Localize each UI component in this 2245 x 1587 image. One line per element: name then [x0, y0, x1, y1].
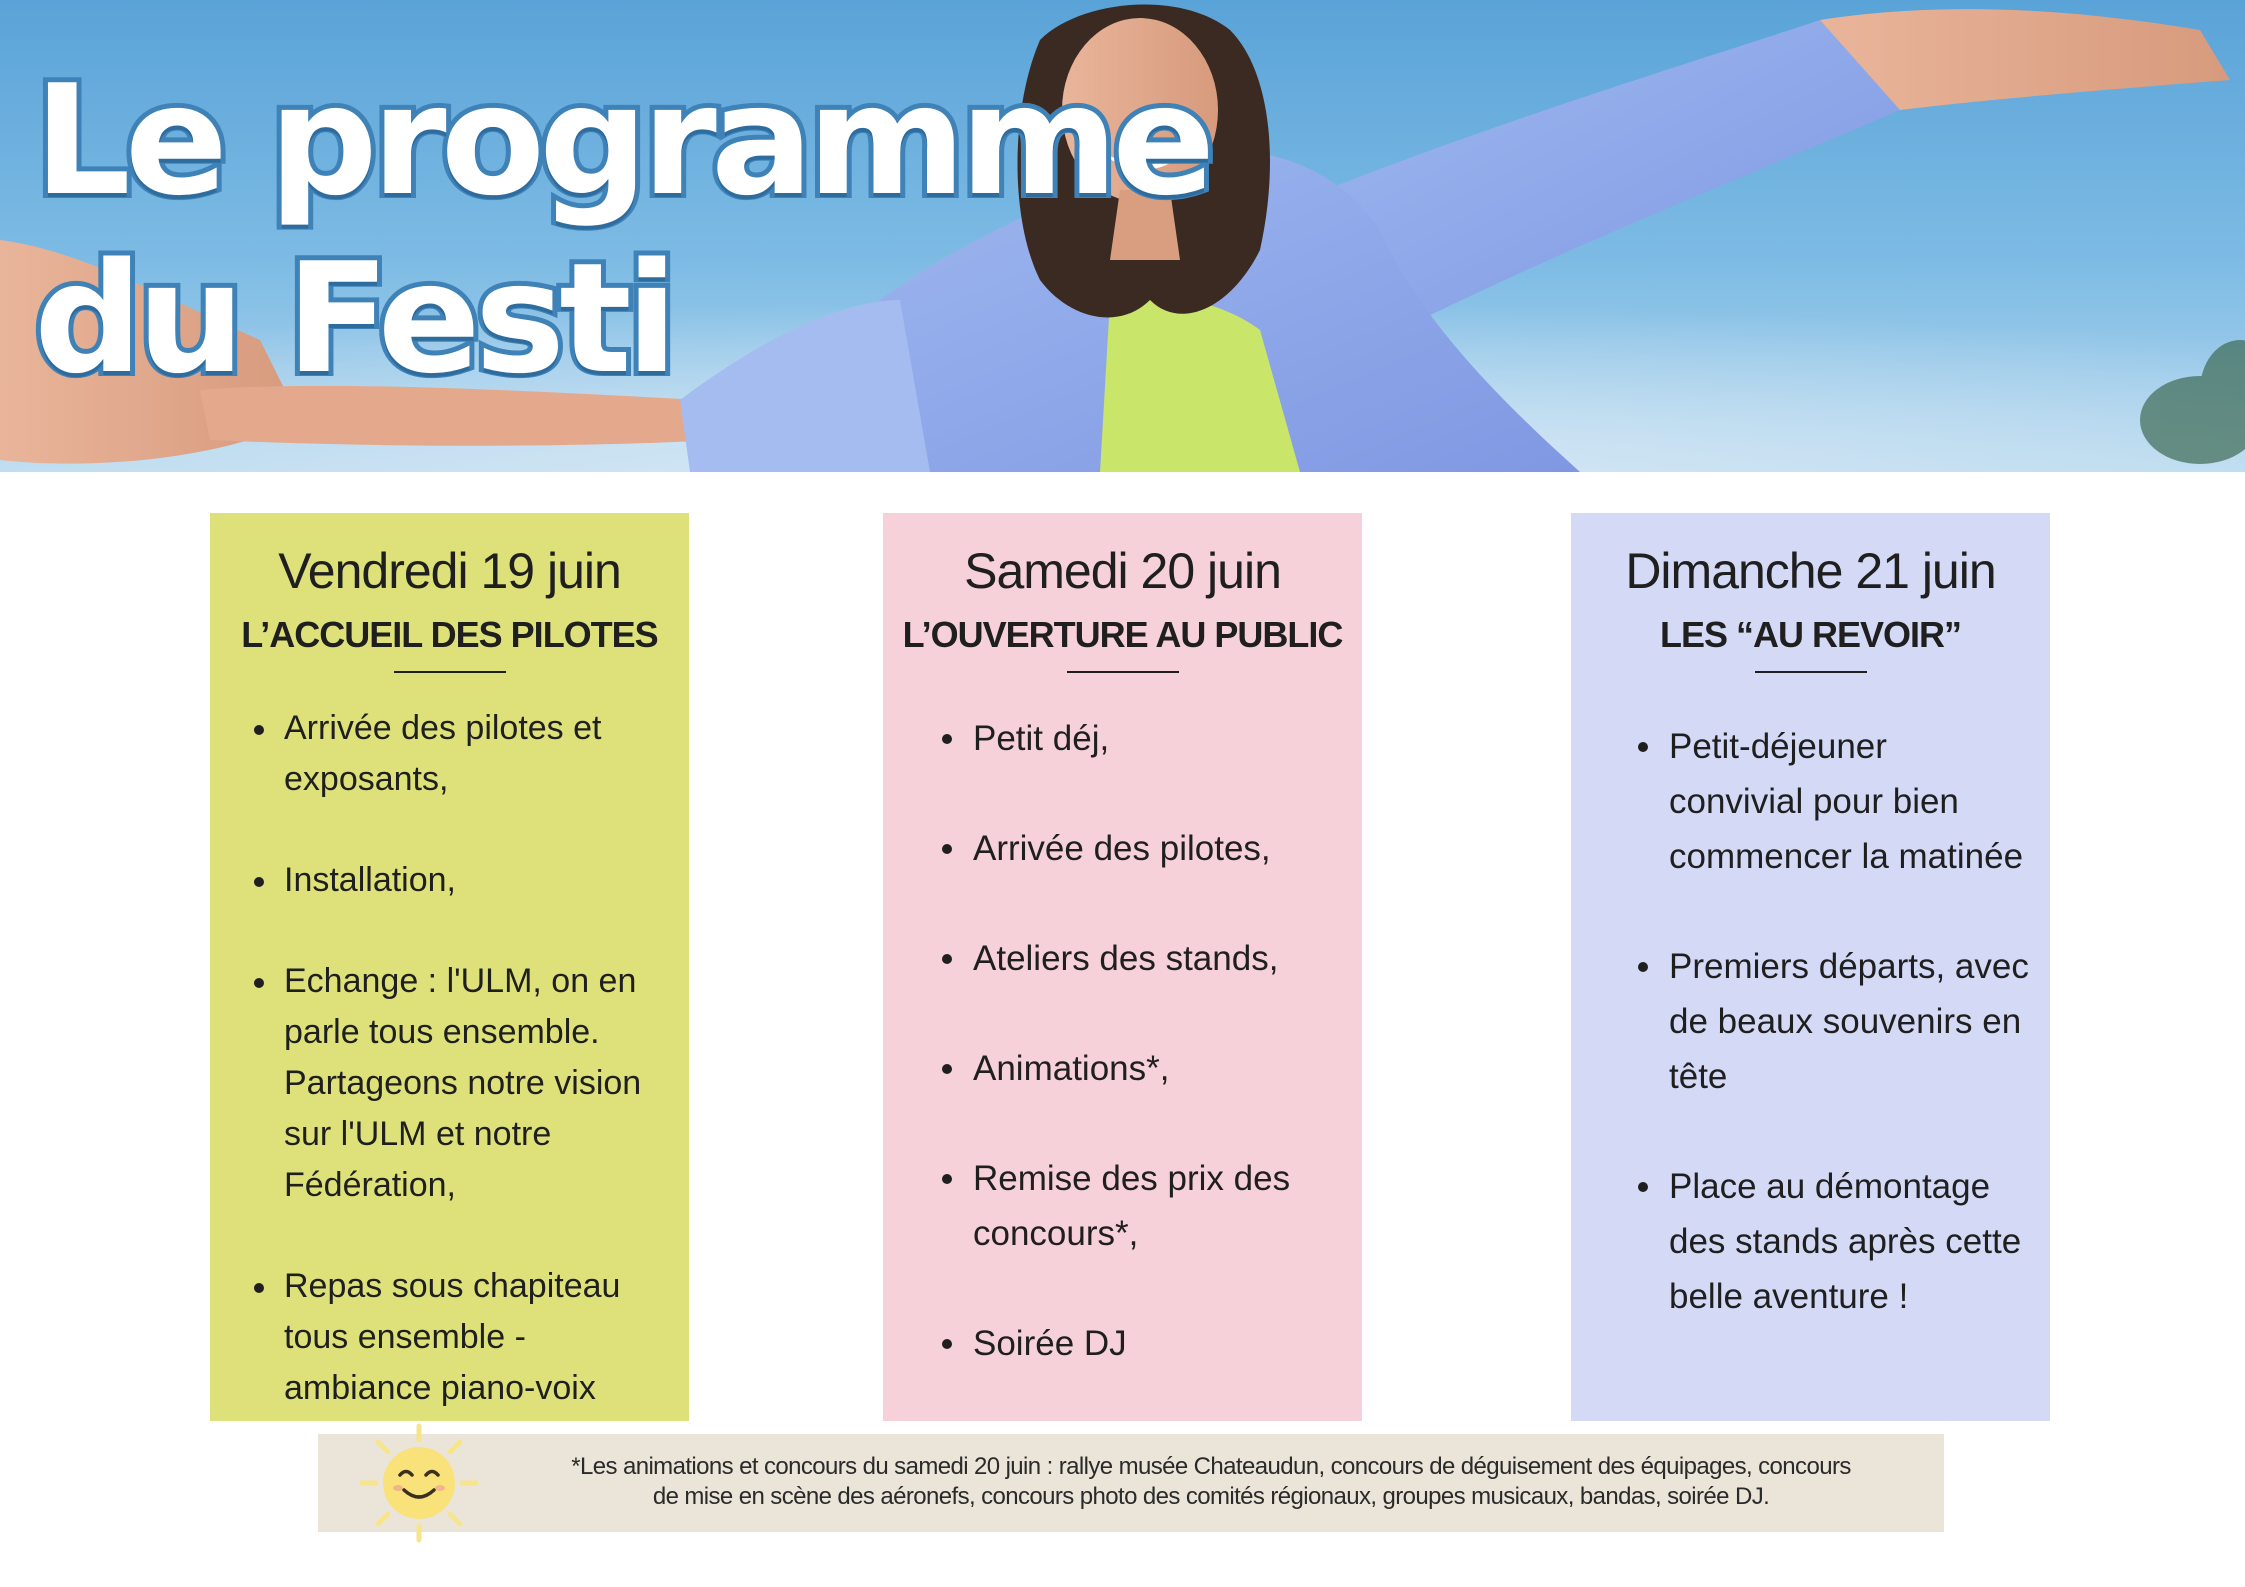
- day-card-saturday: [883, 513, 1362, 1421]
- divider: [394, 671, 506, 673]
- list-item: Arrivée des pilotes,: [973, 821, 1342, 876]
- day-card-sunday: [1571, 513, 2050, 1421]
- list-item: Petit-déjeuner convivial pour bien commencer la matinée: [1669, 719, 2030, 884]
- list-item: Animations*,: [973, 1041, 1342, 1096]
- footnote-text: [518, 1452, 1904, 1512]
- smiling-sun-icon: [356, 1420, 482, 1546]
- day-subtitle: L’OUVERTURE AU PUBLIC: [902, 614, 1343, 655]
- list-item: Petit déj,: [973, 711, 1342, 766]
- list-item: Soirée DJ: [973, 1316, 1342, 1371]
- list-item: Remise des prix des concours*,: [973, 1151, 1342, 1261]
- list-item: Echange : l'ULM, on en parle tous ensemble. Partageons notre vision sur l'ULM et notre Fédération,: [284, 956, 675, 1211]
- day-subtitle: L’ACCUEIL DES PILOTES: [241, 614, 658, 655]
- hero-banner: [0, 0, 2245, 472]
- divider: [1067, 671, 1179, 673]
- day-title: Dimanche 21 juin: [1625, 543, 1996, 599]
- page-title: [34, 52, 1209, 408]
- day-card-friday: [210, 513, 689, 1421]
- divider: [1755, 671, 1867, 673]
- day-title: Samedi 20 juin: [964, 543, 1281, 599]
- list-item: Premiers départs, avec de beaux souvenirs en tête: [1669, 939, 2030, 1104]
- title-line-2: du Festi: [34, 230, 672, 407]
- footnote-box: [318, 1434, 1944, 1532]
- list-item: Repas sous chapiteau tous ensemble - ambiance piano-voix: [284, 1261, 675, 1414]
- activity-list: [1571, 719, 2050, 1324]
- activity-list: [210, 703, 689, 1414]
- title-line-1: Le programme: [34, 52, 1210, 229]
- list-item: Place au démontage des stands après cette belle aventure !: [1669, 1159, 2030, 1324]
- activity-list: [883, 711, 1362, 1371]
- list-item: Arrivée des pilotes et exposants,: [284, 703, 675, 805]
- list-item: Ateliers des stands,: [973, 931, 1342, 986]
- footnote-line-1: *Les animations et concours du samedi 20 juin : rallye musée Chateaudun, concours de déguisement des équipages, concours: [571, 1453, 1851, 1480]
- footnote-line-2: de mise en scène des aéronefs, concours photo des comités régionaux, groupes musicaux, bandas, soirée DJ.: [652, 1483, 1770, 1510]
- day-subtitle: LES “AU REVOIR”: [1659, 614, 1962, 655]
- day-title: Vendredi 19 juin: [278, 543, 621, 599]
- list-item: Installation,: [284, 855, 675, 906]
